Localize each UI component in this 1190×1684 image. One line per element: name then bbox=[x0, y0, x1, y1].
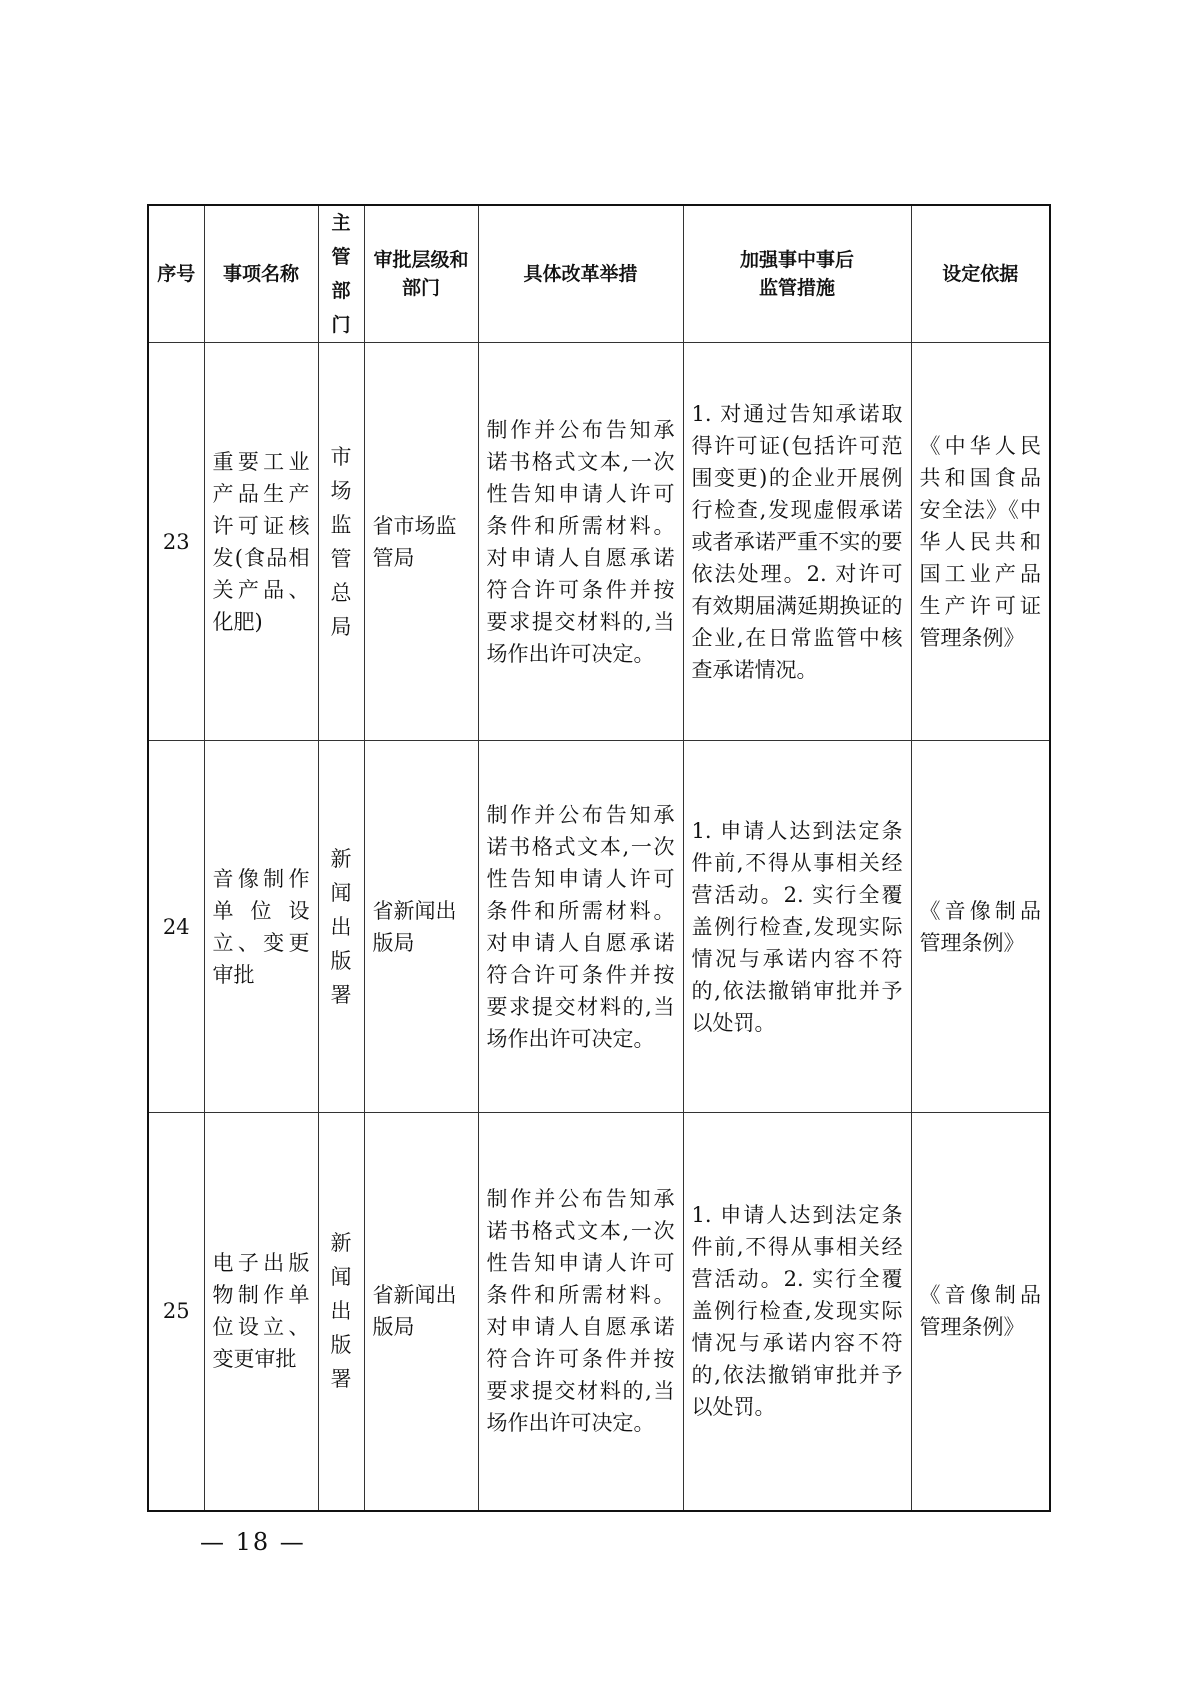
header-reform: 具体改革举措 bbox=[478, 205, 683, 343]
row-dept bbox=[318, 343, 364, 741]
row-basis: 《中华人民共和国食品安全法》《中华人民共和国工业产品生产许可证管理条例》 bbox=[911, 343, 1050, 741]
row-no: 24 bbox=[148, 741, 204, 1113]
row-dept-text: 新闻出版署 bbox=[330, 1231, 352, 1392]
row-dept bbox=[318, 741, 364, 1113]
row-item-name: 电子出版物制作单位设立、变更审批 bbox=[204, 1113, 318, 1511]
header-basis: 设定依据 bbox=[911, 205, 1050, 343]
row-basis: 《音像制品管理条例》 bbox=[911, 741, 1050, 1113]
approval-items-table bbox=[147, 204, 1051, 1512]
header-level: 审批层级和部门 bbox=[364, 205, 478, 343]
header-supervision-line2: 监管措施 bbox=[758, 277, 835, 299]
table-row bbox=[148, 1113, 1050, 1511]
row-level: 省新闻出版局 bbox=[364, 1113, 478, 1511]
row-dept-text: 市场监管总局 bbox=[330, 444, 352, 639]
row-reform: 制作并公布告知承诺书格式文本,一次性告知申请人许可条件和所需材料。对申请人自愿承诺符合许可条件并按要求提交材料的,当场作出许可决定。 bbox=[478, 343, 683, 741]
header-dept bbox=[318, 205, 364, 343]
row-item-name: 重要工业产品生产许可证核发(食品相关产品、化肥) bbox=[204, 343, 318, 741]
row-supervision: 1. 申请人达到法定条件前,不得从事相关经营活动。2. 实行全覆盖例行检查,发现实际情况与承诺内容不符的,依法撤销审批并予以处罚。 bbox=[683, 741, 911, 1113]
row-item-name: 音像制作单位设立、变更审批 bbox=[204, 741, 318, 1113]
header-supervision bbox=[683, 205, 911, 343]
row-dept bbox=[318, 1113, 364, 1511]
row-dept-text: 新闻出版署 bbox=[330, 846, 352, 1007]
header-name: 事项名称 bbox=[204, 205, 318, 343]
row-level: 省新闻出版局 bbox=[364, 741, 478, 1113]
row-supervision: 1. 申请人达到法定条件前,不得从事相关经营活动。2. 实行全覆盖例行检查,发现实际情况与承诺内容不符的,依法撤销审批并予以处罚。 bbox=[683, 1113, 911, 1511]
approval-items-table-container bbox=[147, 204, 1049, 1512]
row-supervision: 1. 对通过告知承诺取得许可证(包括许可范围变更)的企业开展例行检查,发现虚假承诺或者承诺严重不实的要依法处理。2. 对许可有效期届满延期换证的企业,在日常监管中核查承诺情况。 bbox=[683, 343, 911, 741]
header-supervision-line1: 加强事中事后 bbox=[739, 249, 854, 271]
row-basis: 《音像制品管理条例》 bbox=[911, 1113, 1050, 1511]
row-no: 25 bbox=[148, 1113, 204, 1511]
header-dept-text: 主管部门 bbox=[331, 212, 351, 336]
row-level: 省市场监管局 bbox=[364, 343, 478, 741]
row-reform: 制作并公布告知承诺书格式文本,一次性告知申请人许可条件和所需材料。对申请人自愿承诺符合许可条件并按要求提交材料的,当场作出许可决定。 bbox=[478, 741, 683, 1113]
table-row bbox=[148, 343, 1050, 741]
table-header-row bbox=[148, 205, 1050, 343]
row-no: 23 bbox=[148, 343, 204, 741]
page-number: — 18 — bbox=[200, 1528, 306, 1556]
table-row bbox=[148, 741, 1050, 1113]
header-no: 序号 bbox=[148, 205, 204, 343]
row-reform: 制作并公布告知承诺书格式文本,一次性告知申请人许可条件和所需材料。对申请人自愿承诺符合许可条件并按要求提交材料的,当场作出许可决定。 bbox=[478, 1113, 683, 1511]
